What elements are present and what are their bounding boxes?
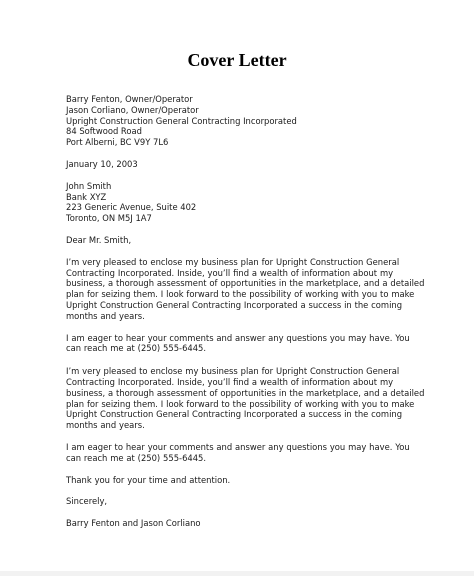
paragraph-line: Thank you for your time and attention. <box>66 474 231 485</box>
paragraph-line: can reach me at (250) 555-6445. <box>66 343 207 354</box>
sender-line: Upright Construction General Contracting Incorporated <box>66 115 297 126</box>
sender-line: Barry Fenton, Owner/Operator <box>66 94 193 104</box>
paragraph-line: Contracting Incorporated. Inside, you’ll find a wealth of information about my <box>66 267 394 278</box>
paragraph <box>66 442 418 464</box>
recipient-line: 223 Generic Avenue, Suite 402 <box>66 202 197 213</box>
page-title: Cover Letter <box>187 50 287 70</box>
letter-date: January 10, 2003 <box>66 158 138 169</box>
paragraph-line: Contracting Incorporated. Inside, you’ll find a wealth of information about my <box>66 376 394 387</box>
paragraph-line: months and years. <box>66 310 145 321</box>
sender-line: 84 Softwood Road <box>66 126 142 137</box>
paragraph-line: business, a thorough assessment of opportunities in the marketplace, and a detailed <box>66 278 425 289</box>
paragraph-line: I am eager to hear your comments and answer any questions you may have. You <box>66 332 410 343</box>
spacer <box>66 170 418 181</box>
spacer <box>66 246 418 257</box>
paragraph <box>66 366 425 431</box>
salutation: Dear Mr. Smith, <box>66 234 132 245</box>
signature: Barry Fenton and Jason Corliano <box>66 518 201 529</box>
recipient-line: Bank XYZ <box>66 191 107 202</box>
paragraph-line: can reach me at (250) 555-6445. <box>66 452 207 463</box>
paragraph-line: I am eager to hear your comments and answer any questions you may have. You <box>66 441 410 452</box>
paragraph-line: Upright Construction General Contracting Incorporated a success in the coming <box>66 409 403 420</box>
paragraph <box>66 475 418 486</box>
spacer <box>66 507 418 518</box>
sender-line: Jason Corliano, Owner/Operator <box>66 104 199 115</box>
paragraph <box>66 333 418 355</box>
recipient-address <box>66 181 418 224</box>
paragraph-line: plan for seizing them. I look forward to the possibility of working with you to make <box>66 289 415 300</box>
paragraph-line: months and years. <box>66 420 145 431</box>
sender-line: Port Alberni, BC V9Y 7L6 <box>66 137 169 148</box>
paragraph-line: Upright Construction General Contracting Incorporated a success in the coming <box>66 299 403 310</box>
closing: Sincerely, <box>66 496 108 507</box>
letter-body <box>66 94 425 529</box>
paragraph-line: plan for seizing them. I look forward to the possibility of working with you to make <box>66 398 415 409</box>
sender-address <box>66 94 418 148</box>
paragraph <box>66 256 425 322</box>
paragraph-line: I’m very pleased to enclose my business plan for Upright Construction General <box>66 366 400 377</box>
paragraph-line: business, a thorough assessment of opportunities in the marketplace, and a detailed <box>66 387 425 398</box>
recipient-line: John Smith <box>66 180 112 191</box>
spacer <box>66 224 418 235</box>
paragraph-line: I’m very pleased to enclose my business plan for Upright Construction General <box>66 256 400 267</box>
recipient-line: Toronto, ON M5J 1A7 <box>66 213 152 224</box>
page-bottom-edge <box>0 571 474 576</box>
spacer <box>66 148 418 159</box>
